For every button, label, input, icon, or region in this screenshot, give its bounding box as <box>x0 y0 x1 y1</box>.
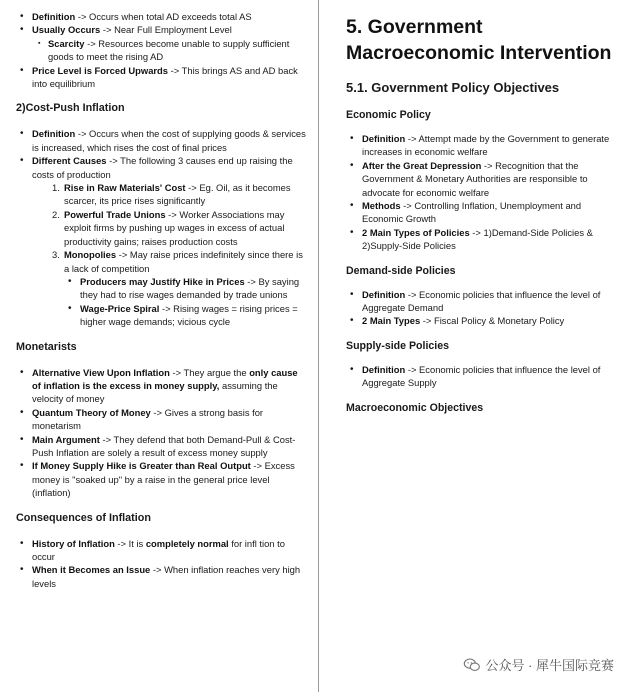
list-item: 3. Monopolies -> May raise prices indefinitely since there is a lack of competition <box>52 249 303 274</box>
monopoly-sub-list <box>16 275 308 329</box>
top-list <box>16 10 308 90</box>
list-item: • If Money Supply Hike is Greater than Real Output -> Excess money is "soaked up" by a raise in the general price level (inflation) <box>16 459 308 499</box>
supply-side-heading: Supply-side Policies <box>346 339 450 352</box>
list-item: • History of Inflation -> It is completely normal for infl tion to occur <box>16 537 308 564</box>
macro-objectives-heading: Macroeconomic Objectives <box>346 401 484 414</box>
list-item: • Quantum Theory of Money -> Gives a strong basis for monetarism <box>16 406 308 433</box>
list-item: • Definition -> Occurs when the cost of supplying goods & services is increased, which rises the cost of final prices <box>16 127 308 154</box>
causes-list <box>16 181 308 275</box>
list-item: • 2 Main Types -> Fiscal Policy & Monetary Policy <box>346 314 624 327</box>
right-column <box>320 0 634 692</box>
page-title: 5. Government Macroeconomic Intervention <box>346 16 612 64</box>
list-item: • Producers may Justify Hike in Prices -> By saying they had to rise wages demanded by trade unions <box>16 275 308 302</box>
demand-side-list <box>346 288 624 328</box>
list-item: 1. Rise in Raw Materials' Cost -> Eg. Oil, as it becomes scarcer, its price rises significantly <box>52 182 291 207</box>
supply-side-list <box>346 363 624 390</box>
list-item: • Different Causes -> The following 3 causes end up raising the costs of production <box>16 154 308 181</box>
economic-policy-heading: Economic Policy <box>346 109 431 121</box>
list-item: ▪ Scarcity -> Resources become unable to supply sufficient goods to meet the rising AD <box>32 37 308 64</box>
list-item: • When it Becomes an Issue -> When inflation reaches very high levels <box>16 563 308 590</box>
list-item: • Usually Occurs -> Near Full Employment Level ▪ Scarcity -> Resources become unable to supply sufficient goods to meet the rising AD <box>16 23 308 63</box>
consequences-heading: Consequences of Inflation <box>16 511 151 524</box>
monetarists-heading: Monetarists <box>16 340 77 353</box>
list-item: • Definition -> Occurs when total AD exceeds total AS <box>16 10 308 23</box>
monetarists-list <box>16 366 308 500</box>
cost-push-list <box>16 127 308 181</box>
watermark-text: 公众号 · 犀牛国际竞赛 <box>485 658 614 673</box>
list-item: • Price Level is Forced Upwards -> This brings AS and AD back into equilibrium <box>16 64 308 91</box>
list-item: • Definition -> Economic policies that influence the level of Aggregate Supply <box>346 363 624 390</box>
economic-policy-list <box>346 132 624 253</box>
cost-push-heading: 2)Cost-Push Inflation <box>16 102 125 115</box>
list-item: • Methods -> Controlling Inflation, Unemployment and Economic Growth <box>346 199 624 226</box>
demand-side-heading: Demand-side Policies <box>346 264 456 277</box>
column-divider <box>318 0 319 692</box>
list-item: • After the Great Depression -> Recognition that the Government & Monetary Authorities are responsible to advocate for economic welfare <box>346 159 624 199</box>
list-item: • Main Argument -> They defend that both Demand-Pull & Cost-Push Inflation are solely a result of excess money supply <box>16 433 308 460</box>
list-item: • Wage-Price Spiral -> Rising wages = rising prices = higher wage demands; vicious cycle <box>16 302 308 329</box>
list-item: • 2 Main Types of Policies -> 1)Demand-Side Policies & 2)Supply-Side Policies <box>346 226 624 253</box>
list-item: • Definition -> Attempt made by the Government to generate increases in economic welfare <box>346 132 624 159</box>
wechat-icon <box>463 658 481 672</box>
list-item: 2. Powerful Trade Unions -> Worker Associations may exploit firms by pushing up wages in excess of actual productivity gains; raises production costs <box>52 208 285 247</box>
list-item: • Alternative View Upon Inflation -> They argue the only cause of inflation is the excess in money supply, assuming the velocity of money <box>16 366 308 406</box>
consequences-list <box>16 537 308 591</box>
watermark <box>463 655 614 674</box>
list-item: • Definition -> Economic policies that influence the level of Aggregate Demand <box>346 288 624 315</box>
section-subtitle: 5.1. Government Policy Objectives <box>346 80 560 95</box>
